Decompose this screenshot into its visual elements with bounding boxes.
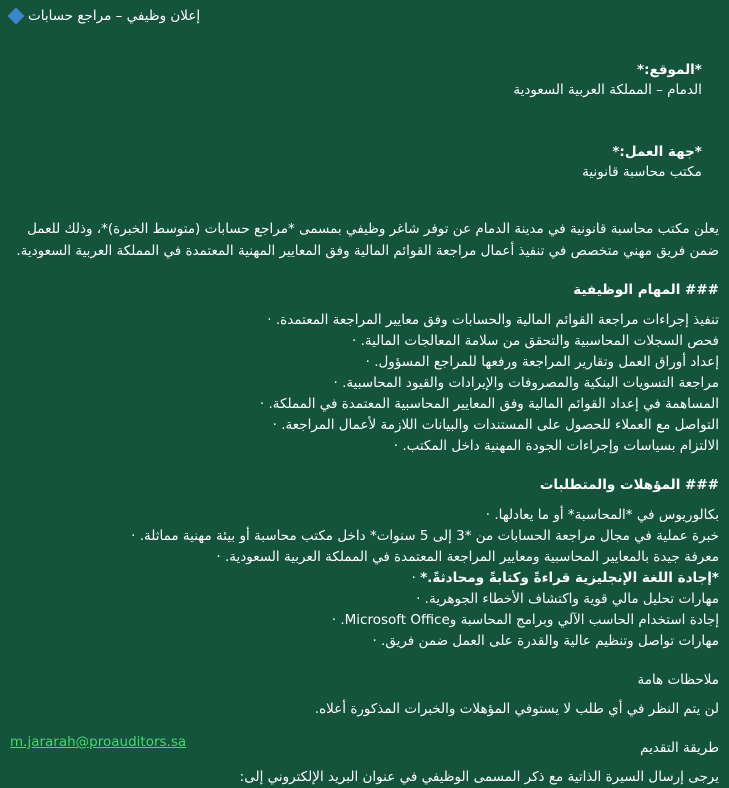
- list-item-text: مراجعة التسويات البنكية والمصروفات والإيرادات والقيود المحاسبية.: [342, 375, 719, 391]
- meta-employer-value: مكتب محاسبة قانونية: [582, 164, 702, 180]
- spacer: [10, 262, 719, 280]
- page-title: إعلان وظيفي – مراجع حسابات: [28, 8, 201, 24]
- meta-employer: [10, 122, 719, 202]
- blue-diamond-icon: [8, 8, 25, 25]
- apply-email-link[interactable]: m.jararah@proauditors.sa: [10, 734, 187, 750]
- list-item-text: معرفة جيدة بالمعايير المحاسبية ومعايير المراجعة المعتمدة في المملكة العربية السعودية.: [224, 549, 719, 565]
- qualifications-list: [10, 505, 719, 652]
- list-item: *إجادة اللغة الإنجليزية قراءةً وكتابةً ومحادثةً.* ·: [411, 570, 719, 586]
- intro-paragraph: يعلن مكتب محاسبة قانونية في مدينة الدمام عن توفر شاغر وظيفي بمسمى *مراجع حسابات (متوسط الخبرة)*، وذلك للعمل ضمن فريق مهني متخصص في تنفيذ أعمال مراجعة القوائم المالية وفق المعايير المهنية المعتمدة في المملكة العربية السعودية.: [16, 221, 719, 259]
- list-item: مهارات تواصل وتنظيم عالية والقدرة على العمل ضمن فريق. ·: [372, 633, 719, 649]
- list-item: تنفيذ إجراءات مراجعة القوائم المالية والحسابات وفق معايير المراجعة المعتمدة. ·: [267, 312, 719, 328]
- list-item-text: فحص السجلات المحاسبية والتحقق من سلامة المعالجات المالية.: [360, 333, 719, 349]
- posting-header: [10, 6, 719, 26]
- list-item-text: إعداد أوراق العمل وتقارير المراجعة ورفعها للمراجع المسؤول.: [374, 354, 719, 370]
- meta-employer-label: *جهة العمل:*: [612, 144, 702, 160]
- meta-location: [10, 40, 719, 120]
- meta-location-value: الدمام – المملكة العربية السعودية: [513, 82, 702, 98]
- list-item: مهارات تحليل مالي قوية واكتشاف الأخطاء الجوهرية. ·: [416, 591, 719, 607]
- list-item: المساهمة في إعداد القوائم المالية وفق المعايير المحاسبية المعتمدة في المملكة. ·: [259, 396, 719, 412]
- spacer: [10, 652, 719, 670]
- notes-text: لن يتم النظر في أي طلب لا يستوفي المؤهلات والخبرات المذكورة أعلاه.: [314, 701, 719, 717]
- list-item-text: مهارات تحليل مالي قوية واكتشاف الأخطاء الجوهرية.: [424, 591, 719, 607]
- list-item: إجادة استخدام الحاسب الآلي وبرامج المحاسبة وMicrosoft Office. ·: [331, 612, 719, 628]
- list-item-text: التواصل مع العملاء للحصول على المستندات والبيانات اللازمة لأعمال المراجعة.: [281, 417, 719, 433]
- notes-heading: ملاحظات هامة: [637, 672, 719, 688]
- spacer: [10, 758, 719, 766]
- apply-email-row: [0, 731, 729, 750]
- list-item: خبرة عملية في مجال مراجعة الحسابات من *3 إلى 5 سنوات* داخل مكتب محاسبة أو بيئة مهنية مماثلة. ·: [131, 528, 719, 544]
- list-item: فحص السجلات المحاسبية والتحقق من سلامة المعالجات المالية. ·: [352, 333, 719, 349]
- list-item: الالتزام بسياسات وإجراءات الجودة المهنية داخل المكتب. ·: [393, 438, 719, 454]
- spacer: [10, 204, 719, 218]
- spacer: [10, 690, 719, 698]
- list-item-text: الالتزام بسياسات وإجراءات الجودة المهنية داخل المكتب.: [402, 438, 719, 454]
- list-item-text: المساهمة في إعداد القوائم المالية وفق المعايير المحاسبية المعتمدة في المملكة.: [268, 396, 719, 412]
- meta-location-label: *الموقع:*: [637, 62, 702, 78]
- list-item: التواصل مع العملاء للحصول على المستندات والبيانات اللازمة لأعمال المراجعة. ·: [272, 417, 719, 433]
- apply-text: يرجى إرسال السيرة الذاتية مع ذكر المسمى الوظيفي في عنوان البريد الإلكتروني إلى:: [239, 769, 719, 785]
- list-item-text: بكالوريوس في *المحاسبة* أو ما يعادلها.: [494, 507, 719, 523]
- apply-heading: طريقة التقديم: [640, 740, 719, 756]
- list-item-text: خبرة عملية في مجال مراجعة الحسابات من *3 إلى 5 سنوات* داخل مكتب محاسبة أو بيئة مهنية مماثلة.: [139, 528, 719, 544]
- list-item-text: *إجادة اللغة الإنجليزية قراءةً وكتابةً ومحادثةً.*: [420, 570, 719, 586]
- spacer: [10, 457, 719, 475]
- list-item: بكالوريوس في *المحاسبة* أو ما يعادلها. ·: [485, 507, 719, 523]
- section-heading-duties: ### المهام الوظيفية: [573, 282, 719, 298]
- list-item-text: تنفيذ إجراءات مراجعة القوائم المالية والحسابات وفق معايير المراجعة المعتمدة.: [275, 312, 719, 328]
- list-item-text: مهارات تواصل وتنظيم عالية والقدرة على العمل ضمن فريق.: [381, 633, 719, 649]
- list-item: معرفة جيدة بالمعايير المحاسبية ومعايير المراجعة المعتمدة في المملكة العربية السعودية. ·: [216, 549, 719, 565]
- list-item: إعداد أوراق العمل وتقارير المراجعة ورفعها للمراجع المسؤول. ·: [365, 354, 719, 370]
- list-item: مراجعة التسويات البنكية والمصروفات والإيرادات والقيود المحاسبية. ·: [333, 375, 719, 391]
- section-heading-qualifications: ### المؤهلات والمتطلبات: [539, 477, 719, 493]
- list-item-text: إجادة استخدام الحاسب الآلي وبرامج المحاسبة وMicrosoft Office.: [340, 612, 719, 628]
- duties-list: [10, 310, 719, 457]
